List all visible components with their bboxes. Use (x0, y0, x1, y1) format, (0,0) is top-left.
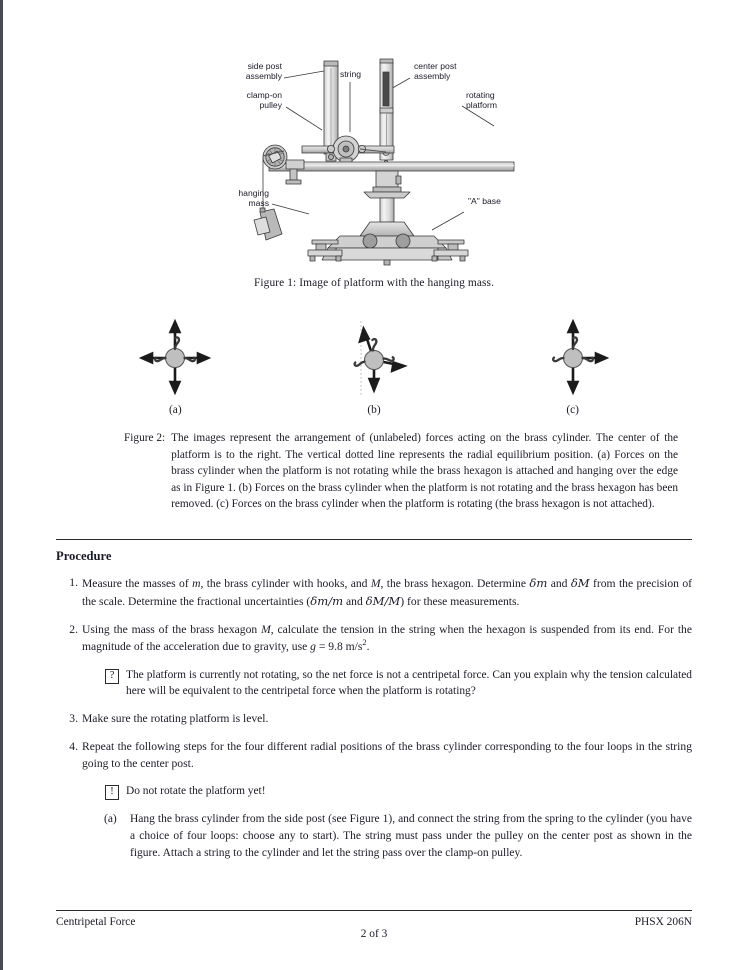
base-roller-left (363, 234, 377, 248)
procedure-top-rule (56, 539, 692, 540)
leader-side-post (284, 71, 324, 78)
base-roller-right (396, 234, 410, 248)
base-foot-right (434, 250, 468, 256)
procedure-item-2 (56, 622, 692, 700)
arrow-up-head (568, 322, 577, 332)
base-foot-left-top (312, 240, 338, 244)
apparatus-diagram (174, 52, 574, 267)
procedure-list (56, 575, 692, 862)
base-foot-left (308, 250, 342, 256)
base-upper-shelf (328, 236, 446, 248)
rotating-platform-bar (269, 162, 514, 171)
procedure-item-4a (82, 811, 692, 861)
arrow-tilt-right-head (392, 363, 404, 371)
procedure-item-4a-text: Hang the brass cylinder from the side post (see Figure 1), and connect the string from the spring to the cylinder (you have a choice of four loops: choose any to start). The string must pass under the pulley on the center post as shown in the figure. Attach a string to the cylinder and let the string pass over the clamp-on pulley. (130, 813, 692, 860)
label-hanging-mass-line2: mass (248, 198, 269, 208)
arrow-down-head (370, 379, 379, 390)
procedure-sublist (82, 811, 692, 861)
label-string: string (340, 69, 362, 79)
callout-question-text: The platform is currently not rotating, so the net force is not a centripetal force. Can you explain why the tension calculated here will be equivalent to the centripetal force when the platform is rotating? (126, 668, 692, 698)
warning-marker-icon: ! (105, 785, 119, 800)
label-clamp-pulley-line2: pulley (259, 100, 282, 110)
label-clamp-pulley-line1: clamp-on (246, 90, 282, 100)
footer-doc-title: Centripetal Force (56, 916, 136, 928)
arrow-down-head (568, 382, 577, 392)
hook-left (553, 358, 563, 362)
center-post-index (380, 108, 393, 113)
callout-question (105, 667, 692, 700)
pulley-clamp-foot (286, 180, 301, 184)
label-center-post-line1: center post (414, 61, 457, 71)
arrow-right-head (596, 354, 606, 363)
procedure-item-3-text: Make sure the rotating platform is level. (82, 711, 269, 725)
force-diagram-b-label: (b) (367, 404, 381, 416)
footer-course-code: PHSX 206N (634, 916, 692, 928)
leader-hanging-mass (272, 204, 309, 214)
arrow-tilt-up-head (360, 329, 369, 341)
figure1-right-labels (340, 61, 501, 206)
support-shaft (380, 198, 394, 222)
question-marker-icon: ? (105, 669, 119, 684)
callout-warning-text: Do not rotate the platform yet! (126, 785, 266, 798)
hook-right (383, 357, 393, 361)
figure-2 (56, 319, 692, 416)
force-diagram-a-label: (a) (169, 404, 182, 416)
force-diagram-c (527, 319, 619, 416)
procedure-item-2-text: Using the mass of the brass hexagon M, calculate the tension in the string when the hexagon is suspended from its end. For the magnitude of the acceleration due to gravity, use g = 9.8 $m/s^2$. (82, 622, 692, 653)
leader-clamp-pulley (286, 107, 322, 130)
center-post-cap (380, 59, 393, 63)
arrow-down-head (171, 382, 180, 392)
procedure-item-3-number: 3. (69, 711, 78, 725)
procedure-item-3 (56, 711, 692, 728)
procedure-item-4a-number: (a) (104, 813, 117, 826)
footer-page-number: 2 of 3 (360, 928, 388, 940)
hook-top (372, 339, 376, 350)
procedure-item-1-number: 1. (69, 575, 78, 589)
procedure-heading: Procedure (56, 548, 112, 563)
force-diagram-b-svg (328, 319, 420, 397)
bearing-collar (373, 187, 401, 192)
label-rotating-platform-line2: platform (466, 100, 498, 110)
figure-2-caption-body: The images represent the arrangement of (unlabeled) forces acting on the brass cylinder. The center of the platform is to the right. The vertical dotted line represents the radial equilibrium position. (a) Forces on the brass cylinder when the platform is not rotating while the brass hexagon is attached and hanging over the edge as in Figure 1. (b) Forces on the brass cylinder when the platform is not rotating and the brass hexagon has been removed. (c) Forces on the brass cylinder when the platform is rotating (the brass hexagon is not attached). (171, 432, 678, 511)
leader-a-base (432, 212, 464, 230)
platform-hub-block (376, 171, 398, 187)
bearing-plate (364, 192, 410, 198)
label-side-post-line1: side post (247, 61, 282, 71)
force-diagram-c-label: (c) (566, 404, 579, 416)
label-rotating-platform-line1: rotating (466, 90, 495, 100)
center-post-spring (383, 72, 389, 106)
side-post-cap (324, 61, 338, 66)
callout-warning (105, 783, 692, 800)
procedure-item-4 (56, 739, 692, 862)
label-hanging-mass-line1: hanging (238, 188, 269, 198)
hub-left-bolt (327, 145, 334, 152)
page-footer (56, 910, 692, 940)
force-diagram-b (328, 319, 420, 416)
procedure-item-2-number: 2. (69, 622, 78, 636)
arrow-left-head (142, 354, 152, 363)
footer-rule (56, 910, 692, 911)
brass-cylinder (364, 351, 383, 370)
label-center-post-line2: assembly (414, 71, 451, 81)
arrow-right-head (198, 354, 208, 363)
procedure-item-1 (56, 575, 692, 611)
figure-1-caption: Figure 1: Image of platform with the hanging mass. (253, 277, 495, 289)
label-a-base: "A" base (468, 196, 501, 206)
a-base-group (308, 222, 468, 265)
brass-cylinder (563, 349, 582, 368)
figure-2-caption (124, 430, 678, 513)
force-diagram-a-svg (129, 319, 221, 397)
arrow-up-head (171, 322, 180, 332)
side-post-screw (328, 154, 333, 159)
figure1-left-labels (238, 61, 282, 208)
procedure-item-4-text: Repeat the following steps for the four different radial positions of the brass cylinder corresponding to the four loops in the string going to the center post. (82, 739, 692, 770)
base-body (336, 248, 438, 260)
hook-left (355, 362, 365, 366)
pulley-clamp-screw (290, 169, 297, 180)
procedure-item-4-number: 4. (69, 739, 78, 753)
figure-1 (174, 0, 574, 289)
force-diagram-c-svg (527, 319, 619, 397)
procedure-item-1-text: Measure the masses of m, the brass cylinder with hooks, and M, the brass hexagon. Determine δm and δM from the precision of the scale. Determine the fractional uncertainties (δm/m and δM/M) for these measurements. (82, 575, 692, 608)
brass-cylinder (166, 349, 185, 368)
label-side-post-line2: assembly (245, 71, 282, 81)
pulley-clamp-body (286, 160, 304, 169)
base-foot-right-top (438, 240, 464, 244)
figure-2-caption-lead: Figure 2: (124, 432, 166, 444)
hanging-mass-group (254, 208, 282, 240)
force-diagram-a (129, 319, 221, 416)
